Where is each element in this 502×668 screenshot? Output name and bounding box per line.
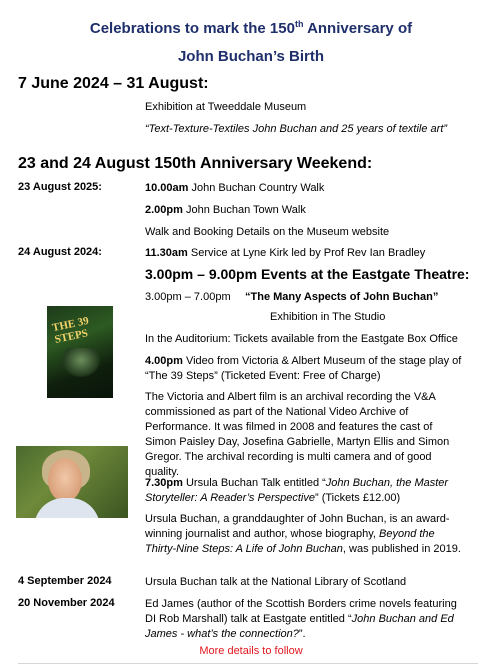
town-walk-time: 2.00pm [145,204,183,216]
ed-james-talk [145,597,465,642]
date-20-november: 20 November 2024 [18,597,115,609]
bio-book: Beyond the Thirty-Nine Steps: A Life of John Buchan [145,528,435,555]
section-heading-exhibition: 7 June 2024 – 31 August: [18,75,209,92]
talk-title: John Buchan, the Master Storyteller: A Reader’s Perspective [145,477,449,504]
bio-post: , was published in 2019. [342,543,461,555]
video-time: 4.00pm [145,355,183,367]
title-text-a: Celebrations to mark the 150 [89,20,295,37]
footer-divider [18,663,478,664]
aspects-time: 3.00pm – 7.00pm [145,291,231,303]
poster-title: THE 39 STEPS [51,314,90,346]
eastgate-heading: 3.00pm – 9.00pm Events at the Eastgate Theatre: [145,266,470,282]
ed-james-pre: Ed James (author of the Scottish Borders crime novels featuring DI Rob Marshall) talk at Eastgate entitled “ [145,598,457,625]
ursula-talk [145,476,465,506]
va-description: The Victoria and Albert film is an archival recording the V&A commissioned as part of the National Video Archive of Performance. It was filmed in 2008 and features the cast of Simon Paisley Day, Josefina Gabrielle, Martyn Ellis and Simon Gregor. The archival recording is multi camera and of good quality. [145,391,450,478]
country-walk [145,181,324,196]
country-walk-time: 10.00am [145,182,189,194]
talk-post: ” (Tickets £12.00) [314,492,401,504]
title-line-2: John Buchan’s Birth [177,48,325,65]
section-heading-weekend: 23 and 24 August 150th Anniversary Weekend: [18,155,373,172]
talk-time: 7.30pm [145,477,183,489]
more-details-note: More details to follow [199,645,303,657]
service-time: 11.30am [145,247,188,259]
video-text: Video from Victoria & Albert Museum of the stage play of “The 39 Steps” (Ticketed Event: Free of Charge) [145,355,462,382]
ursula-bio [145,512,465,557]
title-superscript: th [294,19,304,29]
date-4-september: 4 September 2024 [18,575,112,587]
bio-pre: Ursula Buchan, a granddaughter of John Buchan, is an award-winning journalist and author, whose biography, [145,513,450,540]
lyne-kirk-service [145,246,425,261]
poster-train-illustration [61,348,101,378]
walk-booking-details: Walk and Booking Details on the Museum website [145,226,390,238]
aspects-title: “The Many Aspects of John Buchan” [245,291,439,303]
exhibition-title: “Text-Texture-Textiles John Buchan and 25 years of textile art” [145,123,448,135]
country-walk-text: John Buchan Country Walk [188,182,325,194]
talk-pre: Ursula Buchan Talk entitled “ [182,477,326,489]
auditorium-tickets: In the Auditorium: Tickets available from the Eastgate Box Office [145,333,458,345]
service-text: Service at Lyne Kirk led by Prof Rev Ian Bradley [187,247,426,259]
video-screening [145,354,465,384]
town-walk [145,203,306,218]
ursula-buchan-photo [16,446,128,518]
title-text-b: Anniversary of [303,20,413,37]
date-24-august: 24 August 2024: [18,246,102,258]
date-23-august: 23 August 2025: [18,181,102,193]
title-line-1 [0,20,502,37]
ed-james-title: John Buchan and Ed James - what’s the connection? [145,613,454,640]
town-walk-text: John Buchan Town Walk [182,204,306,216]
39-steps-poster-image [47,306,113,398]
exhibition-venue: Exhibition at Tweeddale Museum [145,101,307,113]
studio-exhibition: Exhibition in The Studio [270,311,386,323]
library-talk: Ursula Buchan talk at the National Library of Scotland [145,576,407,588]
photo-face [48,458,82,502]
photo-shirt [34,498,100,518]
ed-james-post: ”. [298,628,306,640]
